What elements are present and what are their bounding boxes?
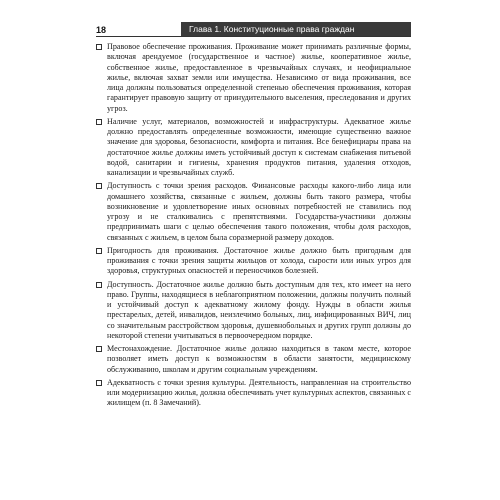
- list-item: [96, 117, 411, 179]
- chapter-title: Глава 1. Конституционные права граждан: [181, 22, 411, 36]
- checkbox-bullet-icon: [96, 119, 102, 125]
- checkbox-bullet-icon: [96, 44, 102, 50]
- checkbox-bullet-icon: [96, 183, 102, 189]
- list-item-text: Местонахождение. Достаточное жилье должно находиться в таком месте, которое позволяет иметь доступ к возможностям в области занятости, медицинскому обслуживанию, школам и другим социальным учреждениям.: [107, 344, 411, 374]
- checkbox-bullet-icon: [96, 282, 102, 288]
- checkbox-bullet-icon: [96, 248, 102, 254]
- list-item-text: Адекватность с точки зрения культуры. Деятельность, направленная на строительство или модернизацию жилья, должна обеспечивать учет культурных аспектов, связанных с жилищем (п. 8 Замечаний).: [107, 377, 412, 408]
- list-item: [96, 344, 411, 375]
- list-item: [96, 378, 411, 409]
- book-page: [96, 22, 411, 412]
- list-item-text: Наличие услуг, материалов, возможностей и инфраструктуры. Адекватное жилье должно предоставлять определенные возможности, имеющие существенно важное значение для здоровья, безопасности, комфорта и питания. Все бенефициары права на достаточное жилье должны иметь устойчивый доступ к системам снабжения питьевой водой, санитарии и гигиены, хранения продуктов питания, удаления отходов, канализации и чрезвычайных служб.: [107, 116, 411, 177]
- list-item-text: Доступность с точки зрения расходов. Финансовые расходы какого-либо лица или домашнего хозяйства, связанные с жильем, должны быть такого размера, чтобы возникновение и удовлетворение иных основных потребностей не ставились под угрозу и не сталкивались с препятствиями. Государства-участники должны предпринимать шаги с целью обеспечения такого положения, чтобы доля расходов, связанных с жильем, в целом была соразмерной размеру доходов.: [107, 181, 411, 242]
- checkbox-bullet-icon: [96, 380, 102, 386]
- list-item: [96, 280, 411, 342]
- checkbox-bullet-icon: [96, 346, 102, 352]
- page-number: 18: [96, 25, 107, 35]
- list-item-text: Пригодность для проживания. Достаточное жилье должно быть пригодным для проживания с точки зрения защиты жильцов от холода, сырости или иных угроз для здоровья, структурных опасностей и переносчиков болезней.: [107, 245, 411, 276]
- bullet-list: [96, 42, 411, 409]
- list-item: [96, 42, 411, 114]
- running-header: [96, 22, 411, 36]
- list-item: [96, 181, 411, 243]
- list-item-text: Правовое обеспечение проживания. Проживание может принимать различные формы, включая арендуемое (государственное и частное) жилье, кооперативное жилье, собственное жилье, предоставленное в чрезвычайных случаях, и неофициальное жилье, включая захват земли или имущества. Независимо от вида проживания, все лица должны пользоваться определенной степенью обеспечения проживания, которая гарантирует правовую защиту от принудительного выселения, преследования и других угроз.: [107, 42, 411, 113]
- header-rule: [96, 36, 411, 37]
- list-item-text: Доступность. Достаточное жилье должно быть доступным для тех, кто имеет на него право. Группы, находящиеся в неблагоприятном положении, должны получить полный и устойчивый доступ к адекватному жилому фонду. Нужды в области жилья престарелых, детей, инвалидов, неизлечимо больных, лиц, инфицированных ВИЧ, лиц со значительным расстройством здоровья, душевнобольных и других групп должны до некоторой степени учитываться в первоочередном порядке.: [107, 279, 411, 340]
- list-item: [96, 246, 411, 277]
